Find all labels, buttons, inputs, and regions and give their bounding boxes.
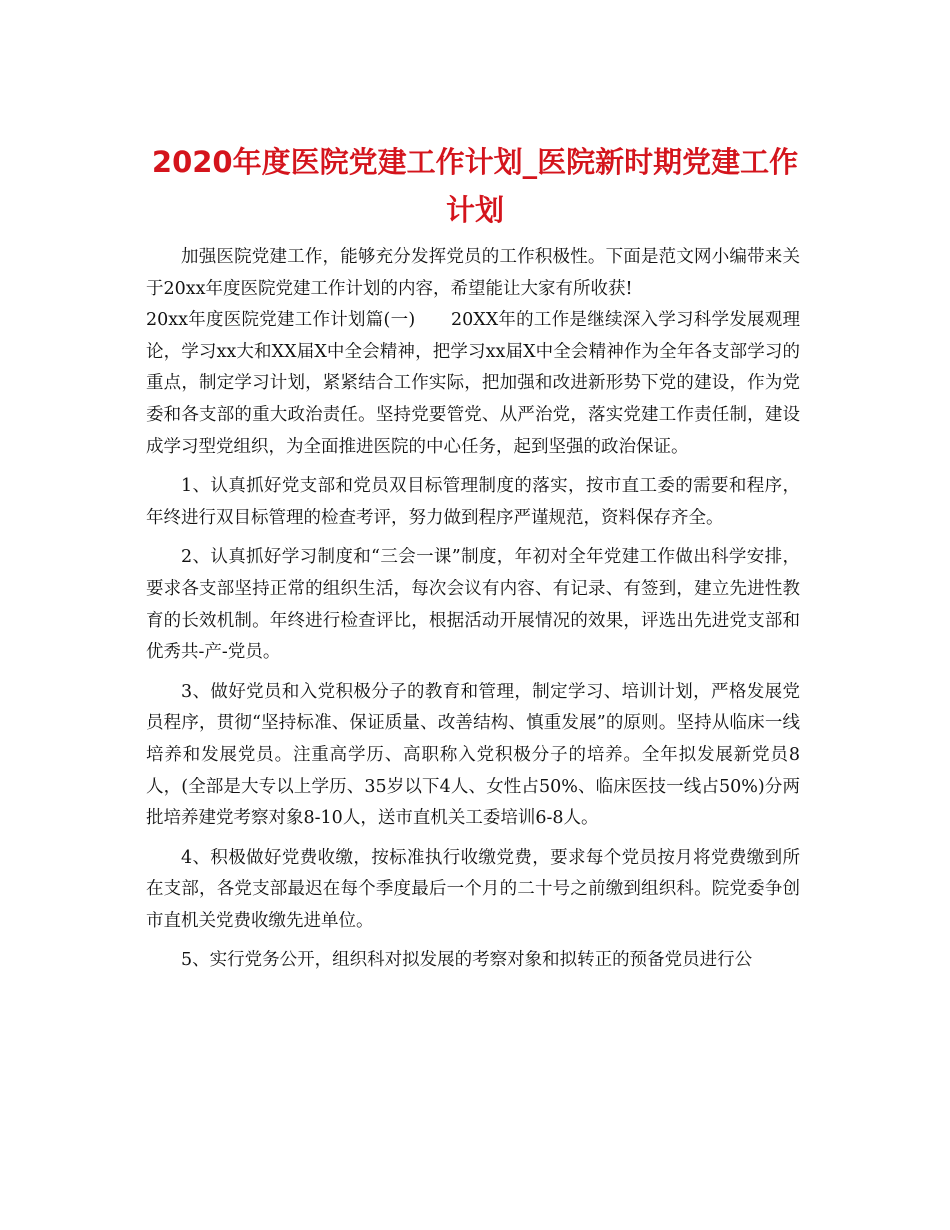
paragraph-intro: 加强医院党建工作，能够充分发挥党员的工作积极性。下面是范文网小编带来关于20xx年度医院党建工作计划的内容，希望能让大家有所收获! [146, 247, 800, 299]
document-title: 2020年度医院党建工作计划_医院新时期党建工作计划 [151, 145, 799, 227]
document-body [146, 242, 800, 977]
paragraph-item-4: 4、积极做好党费收缴，按标准执行收缴党费，要求每个党员按月将党费缴到所在支部，各党支部最迟在每个季度最后一个月的二十号之前缴到组织科。院党委争创市直机关党费收缴先进单位。 [146, 847, 800, 931]
paragraph-item-2: 2、认真抓好学习制度和“三会一课”制度，年初对全年党建工作做出科学安排，要求各支部坚持正常的组织生活，每次会议有内容、有记录、有签到，建立先进性教育的长效机制。年终进行检查评比，根据活动开展情况的效果，评选出先进党支部和优秀共-产-党员。 [146, 547, 800, 663]
paragraph-item-1: 1、认真抓好党支部和党员双目标管理制度的落实，按市直工委的需要和程序，年终进行双目标管理的检查考评，努力做到程序严谨规范，资料保存齐全。 [146, 476, 800, 528]
paragraph-item-5: 5、实行党务公开，组织科对拟发展的考察对象和拟转正的预备党员进行公 [181, 950, 753, 971]
paragraph-section-one: 20xx年度医院党建工作计划篇(一) 20XX年的工作是继续深入学习科学发展观理论，学习xx大和XX届X中全会精神，把学习xx届X中全会精神作为全年各支部学习的重点，制定学习计划，紧紧结合工作实际，把加强和改进新形势下党的建设，作为党委和各支部的重大政治责任。坚持党要管党、从严治党，落实党建工作责任制，建设成学习型党组织，为全面推进医院的中心任务，起到坚强的政治保证。 [146, 310, 800, 457]
paragraph-item-3: 3、做好党员和入党积极分子的教育和管理，制定学习、培训计划，严格发展党员程序，贯彻“坚持标准、保证质量、改善结构、慎重发展”的原则。坚持从临床一线培养和发展党员。注重高学历、高职称入党积极分子的培养。全年拟发展新党员8人，(全部是大专以上学历、35岁以下4人、女性占50%、临床医技一线占50%)分两批培养建党考察对象8-10人，送市直机关工委培训6-8人。 [146, 681, 800, 829]
